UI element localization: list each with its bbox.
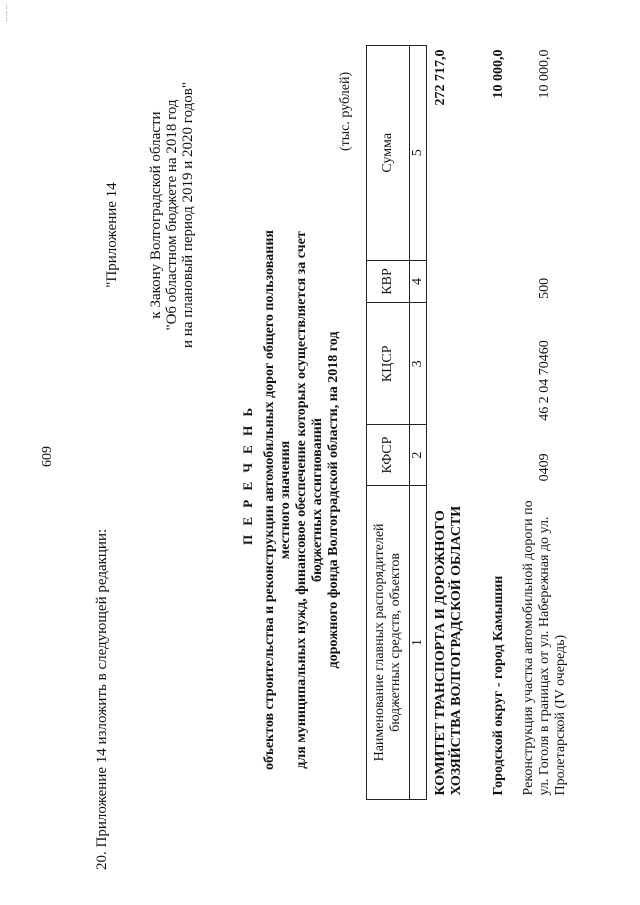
row-sum: 10 000,0 bbox=[537, 49, 552, 99]
intro-text: 20. Приложение 14 изложить в следующей редакции: bbox=[94, 528, 110, 870]
objects-table bbox=[366, 45, 569, 800]
header-name: Наименование главных распорядителей бюджетных средств, объектов bbox=[367, 485, 410, 799]
header-kfsr: КФСР bbox=[367, 425, 410, 486]
row-kcsr bbox=[477, 303, 521, 425]
title-line: дорожного фонда Волгоградской области, на 2018 год bbox=[326, 331, 341, 669]
title-line: для муниципальных нужд, финансовое обеспечение которых осуществляется за счет бюджетных ассигнований bbox=[294, 231, 325, 769]
header-kvr: КВР bbox=[367, 260, 410, 303]
annex-line: "Об областном бюджете на 2018 год bbox=[164, 99, 180, 331]
row-kfsr: 0409 bbox=[537, 453, 552, 482]
row-kvr bbox=[477, 260, 521, 303]
row-name: Городской округ - город Камышин bbox=[491, 575, 506, 796]
table-row bbox=[477, 46, 521, 800]
row-name: КОМИТЕТ ТРАНСПОРТА И ДОРОЖНОГО ХОЗЯЙСТВА ВОЛГОГРАДСКОЙ ОБЛАСТИ bbox=[433, 505, 464, 796]
header-sum: Сумма bbox=[367, 46, 410, 261]
column-number: 3 bbox=[410, 303, 427, 425]
column-number: 2 bbox=[410, 425, 427, 486]
row-kcsr bbox=[427, 303, 478, 425]
document-title bbox=[262, 215, 342, 785]
document-heading: П Е Р Е Ч Е Н Ь bbox=[240, 404, 255, 545]
column-number-row bbox=[410, 46, 427, 800]
table-row bbox=[427, 46, 478, 800]
column-number: 1 bbox=[410, 485, 427, 799]
table-row bbox=[521, 46, 569, 800]
column-number: 5 bbox=[410, 46, 427, 261]
row-kvr: 500 bbox=[537, 277, 552, 299]
page-number: 609 bbox=[40, 446, 55, 467]
row-kvr bbox=[427, 260, 478, 303]
corner-mark: ---- -- bbox=[2, 4, 11, 22]
row-name: Реконструкция участка автомобильной дороги по ул. Гоголя в границах от ул. Набережная до ул. Пролетарской (IV очередь) bbox=[521, 500, 568, 796]
row-kcsr: 46 2 04 70460 bbox=[537, 340, 552, 421]
annex-line: и на плановый период 2019 и 2020 годов" bbox=[180, 82, 196, 348]
annex-line: к Закону Волгоградской области bbox=[148, 111, 164, 319]
row-kfsr bbox=[427, 425, 478, 486]
table-header-row bbox=[367, 46, 410, 800]
annex-reference bbox=[148, 45, 196, 385]
row-sum: 10 000,0 bbox=[491, 49, 506, 99]
title-line: объектов строительства и реконструкции автомобильных дорог общего пользования местного значения bbox=[262, 230, 293, 770]
units-label: (тыс. рублей) bbox=[338, 71, 353, 151]
row-kfsr bbox=[477, 425, 521, 486]
column-number: 4 bbox=[410, 260, 427, 303]
header-kcsr: КЦСР bbox=[367, 303, 410, 425]
annex-title: "Приложение 14 bbox=[104, 182, 120, 288]
row-sum: 272 717,0 bbox=[433, 49, 448, 106]
